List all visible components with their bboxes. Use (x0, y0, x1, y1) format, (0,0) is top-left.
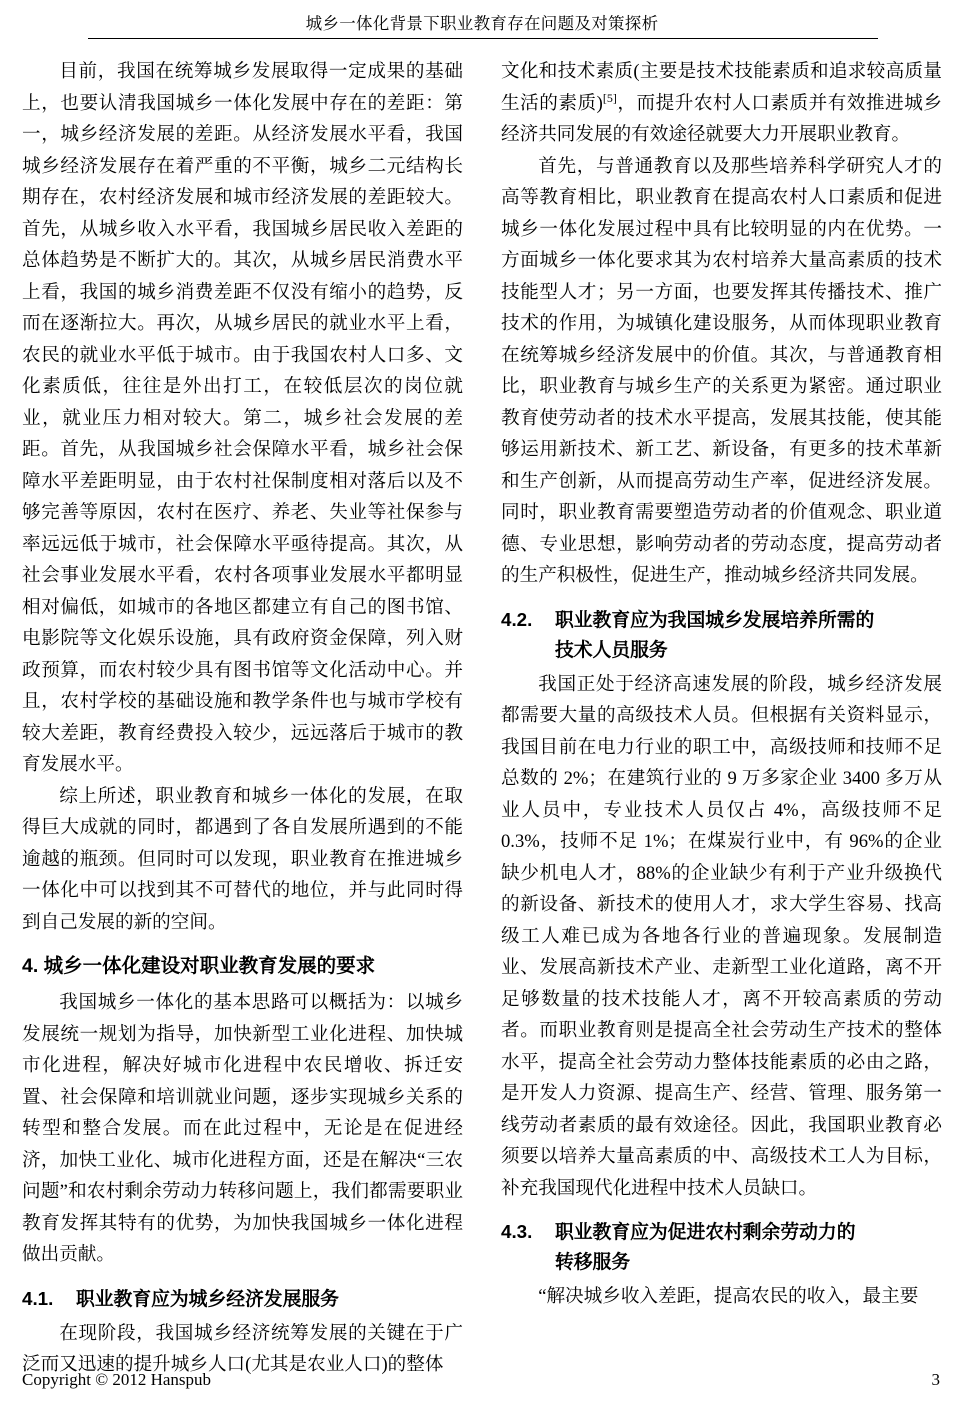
subsection-title-line2: 转移服务 (555, 1251, 631, 1272)
subsection-title-line2: 技术人员服务 (555, 638, 668, 660)
paragraph-continued-text-2: ，而提升农村人口素质并有效推进城乡经济共同发展的有效途径就要大力开展职业教育。 (501, 92, 942, 145)
subsection-heading-4-2 (501, 605, 942, 665)
subsection-number: 4.3. (501, 1221, 533, 1242)
paragraph: “解决城乡收入差距，提高农民的收入，最主要 (538, 1286, 919, 1307)
paragraph-continued (501, 56, 942, 151)
right-column (501, 56, 942, 1346)
header-rule (88, 38, 878, 39)
subsection-title-line1: 职业教育应为促进农村剩余劳动力的 (555, 1221, 856, 1242)
subsection-heading-4-1 (22, 1284, 463, 1314)
paragraph: 在现阶段，我国城乡经济统筹发展的关键在于广泛而又迅速的提升城乡人口(尤其是农业人口)的整体 (22, 1322, 463, 1375)
two-column-body (22, 56, 942, 1375)
subsection-title: 职业教育应为城乡经济发展服务 (76, 1287, 339, 1309)
paragraph: 我国正处于经济高速发展的阶段，城乡经济发展都需要大量的高级技术人员。但根据有关资料显示，我国目前在电力行业的职工中，高级技师和技师不足总数的 2%；在建筑行业的 9 万多家企业 3400 多万从业人员中，专业技术人员仅占 4%，高级技师不足0.3%，技师不足 1%；在煤炭行业中，有 96%的企业缺少机电人才，88%的企业缺少有利于产业升级换代的新设备、新技术的使用人才，求大学生容易、找高级工人难已成为各地各行业的普遍现象。发展制造业、发展高新技术产业、走新型工业化道路，离不开足够数量的技术技能人才，离不开较高素质的劳动者。而职业教育则是提高全社会劳动生产技术的整体水平，提高全社会劳动力整体技能素质的必由之路，是开发人力资源、提高生产、经营、管理、服务第一线劳动者素质的最有效途径。因此，我国职业教育必须要以培养大量高素质的中、高级技术工人为目标，补充我国现代化进程中技术人员缺口。 (501, 673, 942, 1199)
running-head: 城乡一体化背景下职业教育存在问题及对策探析 (305, 14, 659, 33)
subsection-heading-4-3 (501, 1217, 942, 1277)
citation-marker: [5] (602, 90, 617, 105)
subsection-number: 4.1. (22, 1287, 54, 1309)
page-footer (0, 1370, 964, 1392)
paragraph: 目前，我国在统筹城乡发展取得一定成果的基础上，也要认清我国城乡一体化发展中存在的差距：第一，城乡经济发展的差距。从经济发展水平看，我国城乡经济发展存在着严重的不平衡，城乡二元结构长期存在，农村经济发展和城市经济发展的差距较大。首先，从城乡收入水平看，我国城乡居民收入差距的总体趋势是不断扩大的。其次，从城乡居民消费水平上看，我国的城乡消费差距不仅没有缩小的趋势，反而在逐渐拉大。再次，从城乡居民的就业水平上看，农民的就业水平低于城市。由于我国农村人口多、文化素质低，往往是外出打工，在较低层次的岗位就业，就业压力相对较大。第二，城乡社会发展的差距。首先，从我国城乡社会保障水平看，城乡社会保障水平差距明显，由于农村社保制度相对落后以及不够完善等原因，农村在医疗、养老、失业等社保参与率远远低于城市，社会保障水平亟待提高。其次，从社会事业发展水平看，农村各项事业发展水平都明显相对偏低，如城市的各地区都建立有自己的图书馆、电影院等文化娱乐设施，具有政府资金保障，列入财政预算，而农村较少具有图书馆等文化活动中心。并且，农村学校的基础设施和教学条件也与城市学校有较大差距，教育经费投入较少，远远落后于城市的教育发展水平。 (22, 61, 463, 775)
subsection-number: 4.2. (501, 608, 533, 630)
paragraph: 我国城乡一体化的基本思路可以概括为：以城乡发展统一规划为指导，加快新型工业化进程、加快城市化进程，解决好城市化进程中农民增收、拆迁安置、社会保障和培训就业问题，逐步实现城乡关系的转型和整合发展。而在此过程中，无论是在促进经济，加快工业化、城市化进程方面，还是在解决“三农问题”和农村剩余劳动力转移问题上，我们都需要职业教育发挥其特有的优势，为加快我国城乡一体化进程做出贡献。 (22, 992, 463, 1265)
paragraph: 首先，与普通教育以及那些培养科学研究人才的高等教育相比，职业教育在提高农村人口素质和促进城乡一体化发展过程中具有比较明显的内在优势。一方面城乡一体化要求其为农村培养大量高素质的技术技能型人才；另一方面，也要发挥其传播技术、推广技术的作用，为城镇化建设服务，从而体现职业教育在统筹城乡经济发展中的价值。其次，与普通教育相比，职业教育与城乡生产的关系更为紧密。通过职业教育使劳动者的技术水平提高，发展其技能，使其能够运用新技术、新工艺、新设备，有更多的技术革新和生产创新，从而提高劳动生产率，促进经济发展。同时，职业教育需要塑造劳动者的价值观念、职业道德、专业思想，影响劳动者的劳动态度，提高劳动者的生产积极性，促进生产，推动城乡经济共同发展。 (501, 155, 942, 586)
copyright-text: Copyright © 2012 Hanspub (22, 1370, 212, 1389)
page-number: 3 (931, 1370, 940, 1389)
paragraph-continued-text-1: 文化和技术素质(主要是技术技能素质和追求较高质量生活的素质) (501, 61, 942, 114)
subsection-title-line1: 职业教育应为我国城乡发展培养所需的 (555, 608, 875, 630)
section-heading-4: 4. 城乡一体化建设对职业教育发展的要求 (22, 955, 376, 977)
left-column (22, 56, 463, 1375)
paragraph: 综上所述，职业教育和城乡一体化的发展，在取得巨大成就的同时，都遇到了各自发展所遇到的不能逾越的瓶颈。但同时可以发现，职业教育在推进城乡一体化中可以找到其不可替代的地位，并与此同时得到自己发展的新的空间。 (22, 785, 463, 933)
